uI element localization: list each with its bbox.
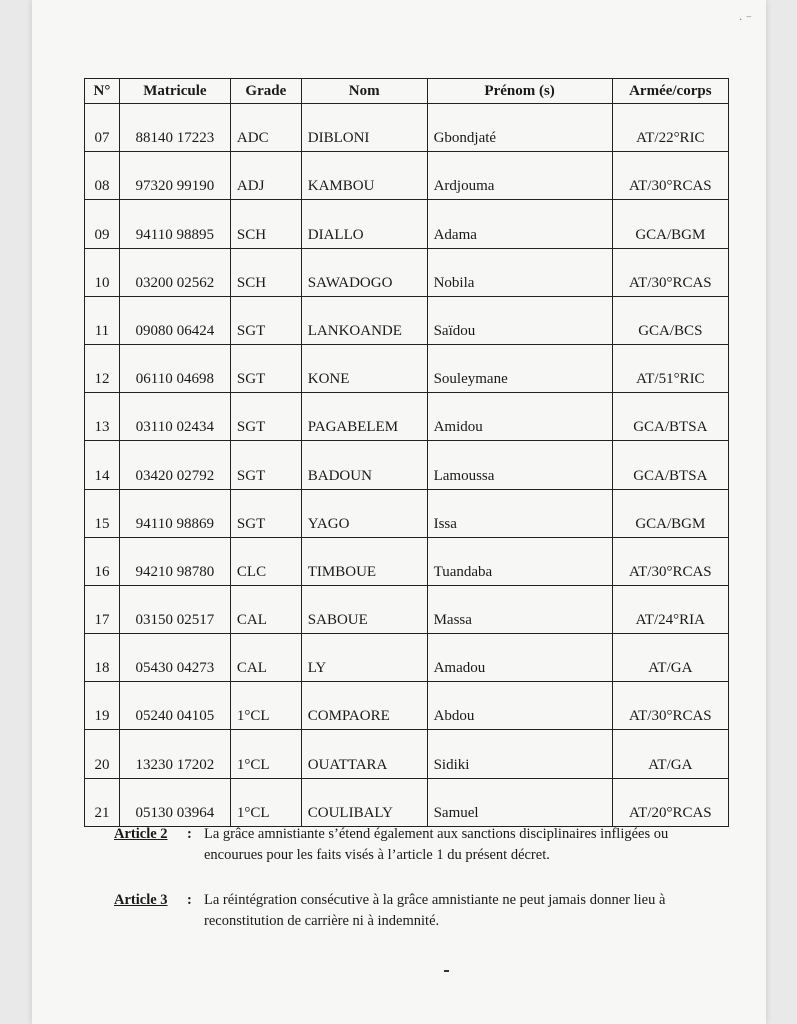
cell-matricule: 05130 03964 [119,778,230,826]
cell-nom: KAMBOU [301,152,427,200]
cell-armee: AT/30°RCAS [612,537,728,585]
cell-no: 21 [85,778,120,826]
cell-matricule: 03110 02434 [119,393,230,441]
cell-nom: LANKOANDE [301,296,427,344]
cell-nom: YAGO [301,489,427,537]
table-row [85,248,729,296]
article-2 [114,824,724,866]
cell-prenom: Amidou [427,393,612,441]
cell-armee: GCA/BTSA [612,393,728,441]
table-header-row [85,79,729,104]
cell-no: 15 [85,489,120,537]
cell-no: 17 [85,585,120,633]
personnel-table [84,78,729,827]
table-row [85,393,729,441]
cell-no: 08 [85,152,120,200]
cell-grade: SGT [230,296,301,344]
table-row [85,585,729,633]
cell-grade: CAL [230,585,301,633]
article-3-colon: : [187,892,192,908]
cell-prenom: Gbondjaté [427,104,612,152]
cell-nom: TIMBOUE [301,537,427,585]
cell-no: 14 [85,441,120,489]
header-matricule: Matricule [119,79,230,104]
cell-no: 09 [85,200,120,248]
cell-grade: ADJ [230,152,301,200]
article-2-colon: : [187,826,192,842]
cell-no: 07 [85,104,120,152]
cell-grade: CLC [230,537,301,585]
cell-no: 20 [85,730,120,778]
cell-nom: OUATTARA [301,730,427,778]
header-nom: Nom [301,79,427,104]
cell-grade: SGT [230,441,301,489]
article-2-text: La grâce amnistiante s’étend également aux sanctions disciplinaires infligées ou encourues pour les faits visés à l’article 1 du présent décret. [204,826,669,863]
cell-matricule: 88140 17223 [119,104,230,152]
cell-prenom: Adama [427,200,612,248]
cell-no: 18 [85,634,120,682]
cell-nom: SAWADOGO [301,248,427,296]
cell-matricule: 06110 04698 [119,344,230,392]
cell-matricule: 05240 04105 [119,682,230,730]
cell-matricule: 03420 02792 [119,441,230,489]
table-body [85,104,729,827]
cell-matricule: 13230 17202 [119,730,230,778]
header-grade: Grade [230,79,301,104]
cell-armee: GCA/BTSA [612,441,728,489]
article-2-label: Article 2 [114,826,168,842]
cell-armee: AT/GA [612,634,728,682]
cell-armee: AT/30°RCAS [612,682,728,730]
cell-no: 19 [85,682,120,730]
table-row [85,152,729,200]
table-row [85,778,729,826]
cell-armee: AT/20°RCAS [612,778,728,826]
cell-prenom: Samuel [427,778,612,826]
cell-nom: COMPAORE [301,682,427,730]
table-row [85,200,729,248]
cell-nom: PAGABELEM [301,393,427,441]
cell-prenom: Saïdou [427,296,612,344]
cell-matricule: 05430 04273 [119,634,230,682]
table-row [85,682,729,730]
table-row [85,634,729,682]
cell-matricule: 97320 99190 [119,152,230,200]
cell-matricule: 03200 02562 [119,248,230,296]
cell-prenom: Souleymane [427,344,612,392]
cell-armee: AT/30°RCAS [612,248,728,296]
header-no: N° [85,79,120,104]
cell-grade: SCH [230,248,301,296]
cell-grade: SGT [230,489,301,537]
table-row [85,441,729,489]
article-3 [114,890,724,932]
cell-prenom: Sidiki [427,730,612,778]
cell-nom: BADOUN [301,441,427,489]
cell-grade: SGT [230,344,301,392]
cell-armee: GCA/BCS [612,296,728,344]
article-3-text: La réintégration consécutive à la grâce amnistiante ne peut jamais donner lieu à reconstitution de carrière ni à indemnité. [204,892,666,929]
page-mark [444,970,449,972]
table-row [85,296,729,344]
cell-no: 11 [85,296,120,344]
cell-matricule: 09080 06424 [119,296,230,344]
cell-nom: COULIBALY [301,778,427,826]
cell-prenom: Ardjouma [427,152,612,200]
cell-matricule: 03150 02517 [119,585,230,633]
cell-matricule: 94110 98869 [119,489,230,537]
cell-prenom: Abdou [427,682,612,730]
cell-nom: DIBLONI [301,104,427,152]
cell-armee: AT/GA [612,730,728,778]
cell-armee: AT/22°RIC [612,104,728,152]
cell-prenom: Massa [427,585,612,633]
cell-no: 10 [85,248,120,296]
cell-matricule: 94110 98895 [119,200,230,248]
cell-prenom: Lamoussa [427,441,612,489]
table-row [85,344,729,392]
cell-grade: SCH [230,200,301,248]
document-page [32,0,766,1024]
cell-grade: ADC [230,104,301,152]
table-row [85,537,729,585]
cell-prenom: Amadou [427,634,612,682]
cell-no: 16 [85,537,120,585]
cell-prenom: Tuandaba [427,537,612,585]
corner-scan-mark: · ⁻ [738,12,752,26]
cell-grade: 1°CL [230,778,301,826]
cell-armee: AT/30°RCAS [612,152,728,200]
cell-armee: AT/51°RIC [612,344,728,392]
table-row [85,489,729,537]
article-3-label: Article 3 [114,892,168,908]
cell-no: 12 [85,344,120,392]
cell-grade: 1°CL [230,682,301,730]
header-prenom: Prénom (s) [427,79,612,104]
table-row [85,104,729,152]
cell-matricule: 94210 98780 [119,537,230,585]
cell-grade: 1°CL [230,730,301,778]
cell-prenom: Nobila [427,248,612,296]
cell-nom: DIALLO [301,200,427,248]
header-armee: Armée/corps [612,79,728,104]
cell-grade: SGT [230,393,301,441]
cell-nom: LY [301,634,427,682]
cell-armee: GCA/BGM [612,200,728,248]
cell-armee: AT/24°RIA [612,585,728,633]
cell-prenom: Issa [427,489,612,537]
cell-nom: KONE [301,344,427,392]
table-row [85,730,729,778]
cell-armee: GCA/BGM [612,489,728,537]
cell-no: 13 [85,393,120,441]
cell-nom: SABOUE [301,585,427,633]
cell-grade: CAL [230,634,301,682]
